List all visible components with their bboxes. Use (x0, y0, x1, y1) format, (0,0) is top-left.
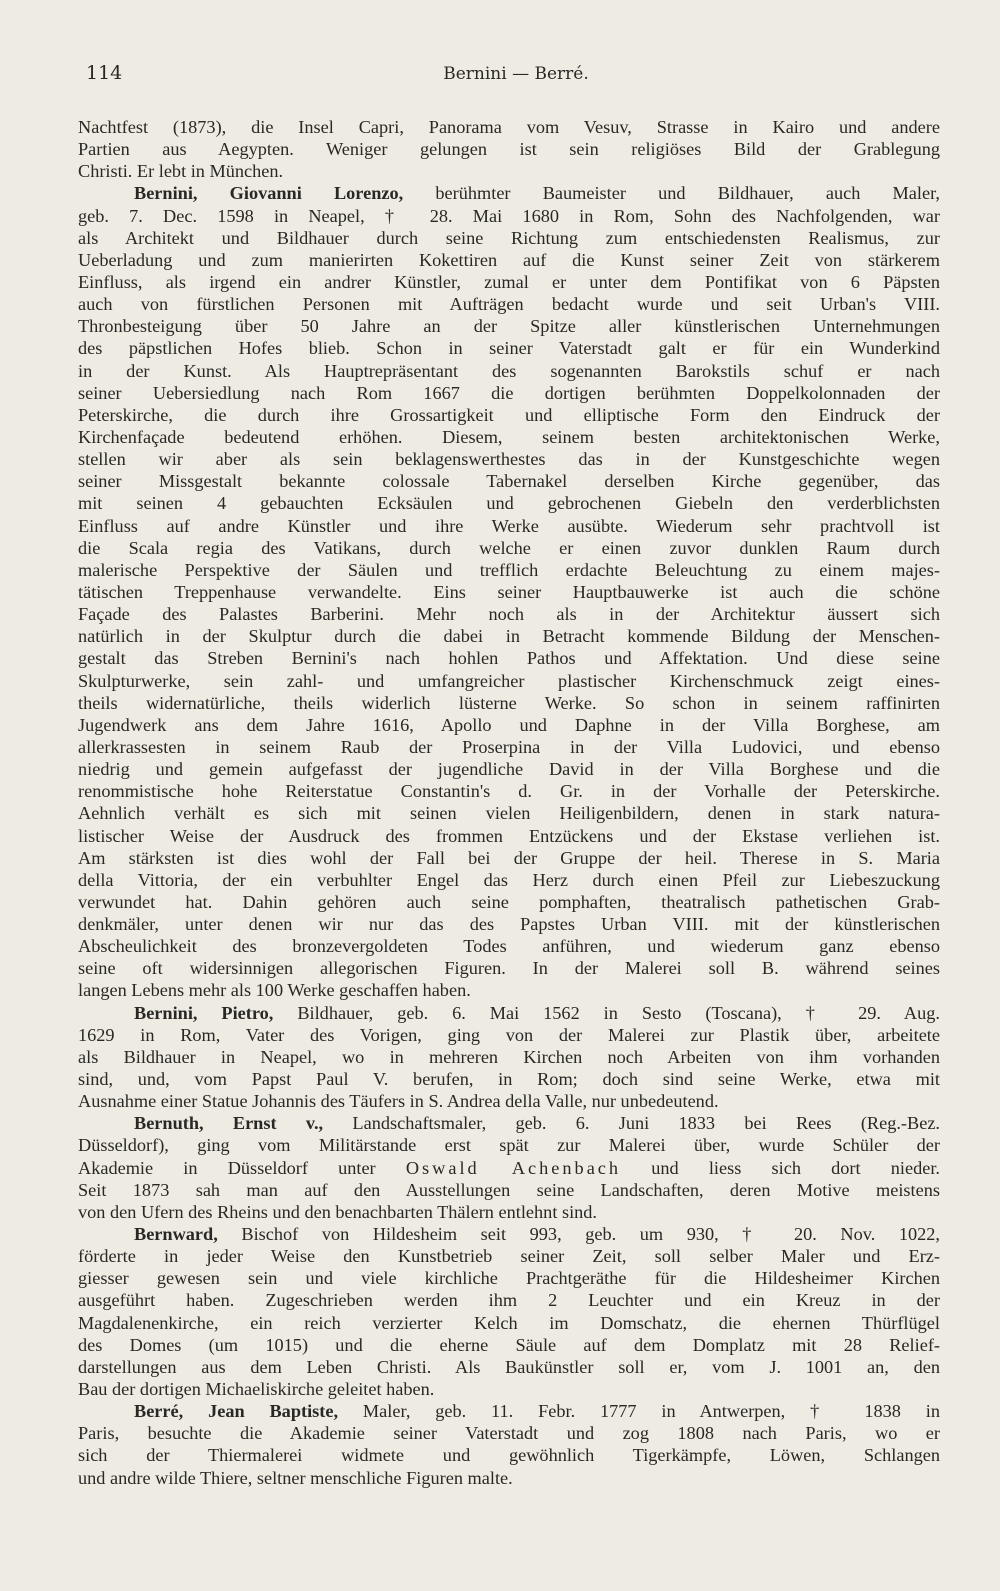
text-line (78, 670, 940, 692)
line-text: Partien aus Aegypten. Weniger gelungen ist sein religiöses Bild der Grablegung (78, 139, 940, 160)
line-text: Akademie in Düsseldorf unter (78, 1157, 376, 1178)
text-line (78, 802, 940, 824)
text-line (78, 116, 940, 138)
text-line (78, 249, 940, 271)
text-line (78, 182, 940, 204)
text-line (78, 581, 940, 603)
text-line (78, 847, 940, 869)
text-line (78, 780, 940, 802)
entry-heading: Bernuth, Ernst v., (134, 1113, 324, 1134)
line-text: 1629 in Rom, Vater des Vorigen, ging von der Malerei zur Plastik über, arbeitete (78, 1024, 940, 1045)
line-text: Christi. Er lebt in München. (78, 161, 284, 182)
text-line (78, 227, 940, 249)
text-line (78, 625, 940, 647)
text-line (78, 891, 940, 913)
text-line (78, 979, 940, 1001)
line-text: geb. 7. Dec. 1598 in Neapel, † 28. Mai 1680 in Rom, Sohn des Nachfolgenden, war (78, 205, 940, 226)
line-text: sind, und, vom Papst Paul V. berufen, in Rom; doch sind seine Werke, etwa mit (78, 1069, 940, 1090)
line-text: Am stärksten ist dies wohl der Fall bei der Gruppe der heil. Therese in S. Maria (78, 847, 940, 868)
line-text: ausgeführt haben. Zugeschrieben werden ihm 2 Leuchter und ein Kreuz in der (78, 1290, 940, 1311)
line-text: denkmäler, unter denen wir nur das des Papstes Urban VIII. mit der künstlerischen (78, 914, 940, 935)
text-line (78, 1289, 940, 1311)
line-text: Jugendwerk ans dem Jahre 1616, Apollo und Daphne in der Villa Borghese, am (78, 714, 940, 735)
text-line (78, 293, 940, 315)
text-line (78, 825, 940, 847)
text-line (78, 1223, 940, 1245)
line-text: stellen wir aber als sein beklagenswerthestes das in der Kunstgeschichte wegen (78, 449, 940, 470)
text-line (78, 869, 940, 891)
line-text: listischer Weise der Ausdruck des frommen Entzückens und der Ekstase verliehen ist. (78, 825, 940, 846)
text-line (78, 714, 940, 736)
text-line (78, 426, 940, 448)
line-text: Einfluss auf andre Künstler und ihre Werke ausübte. Wiederum sehr prachtvoll ist (78, 515, 940, 536)
text-line (78, 1245, 940, 1267)
line-text: berühmter Baumeister und Bildhauer, auch Maler, (435, 183, 940, 204)
line-text-after: und liess sich dort nieder. (651, 1157, 940, 1178)
text-line (78, 138, 940, 160)
line-text: langen Lebens mehr als 100 Werke geschaffen haben. (78, 980, 471, 1001)
line-text: die Scala regia des Vatikans, durch welche er einen zuvor dunklen Raum durch (78, 537, 940, 558)
text-line (78, 603, 940, 625)
entry-berre-jean-baptiste (78, 1400, 940, 1489)
text-line (78, 1378, 940, 1400)
line-text: natürlich in der Skulptur durch die dabei in Betracht kommende Bildung der Menschen- (78, 626, 940, 647)
entry-bernward (78, 1223, 940, 1400)
text-line (78, 647, 940, 669)
text-line (78, 758, 940, 780)
text-line (78, 382, 940, 404)
line-text: Skulpturwerke, sein zahl- und umfangreicher plastischer Kirchenschmuck zeigt eines- (78, 670, 940, 691)
page-header (86, 62, 946, 94)
line-text: darstellungen aus dem Leben Christi. Als Baukünstler soll er, vom J. 1001 an, den (78, 1356, 940, 1377)
text-line (78, 1046, 940, 1068)
line-text: giesser gewesen sein und viele kirchliche Prachtgeräthe für die Hildesheimer Kirchen (78, 1268, 940, 1289)
line-text: Bischof von Hildesheim seit 993, geb. um 930, † 20. Nov. 1022, (241, 1224, 940, 1245)
line-text: und andre wilde Thiere, seltner menschliche Figuren malte. (78, 1467, 513, 1488)
line-text: Façade des Palastes Barberini. Mehr noch als in der Architektur äussert sich (78, 604, 940, 625)
text-line (78, 1068, 940, 1090)
entry-bernini-giovanni-lorenzo (78, 182, 940, 1001)
line-text: renommistische hohe Reiterstatue Constantin's d. Gr. in der Vorhalle der Peterskirche. (78, 781, 940, 802)
line-text: sich der Thiermalerei widmete und gewöhnlich Tigerkämpfe, Löwen, Schlangen (78, 1445, 940, 1466)
line-text: Nachtfest (1873), die Insel Capri, Panorama vom Vesuv, Strasse in Kairo und andere (78, 117, 940, 137)
line-text: als Architekt und Bildhauer durch seine Richtung zum entschiedensten Realismus, zur (78, 227, 940, 248)
text-line (78, 1356, 940, 1378)
text-line (78, 736, 940, 758)
text-line (78, 935, 940, 957)
text-line (78, 957, 940, 979)
line-text: niedrig und gemein aufgefasst der jugendliche David in der Villa Borghese und die (78, 759, 940, 780)
line-text: verwundet hat. Dahin gehören auch seine pomphaften, theatralisch pathetischen Grab- (78, 891, 940, 912)
line-text: Ueberladung und zum manierirten Kokettiren auf die Kunst seiner Zeit von stärkerem (78, 249, 940, 270)
line-text: gestalt das Streben Bernini's nach hohlen Pathos und Affektation. Und diese seine (78, 648, 940, 669)
text-line (78, 692, 940, 714)
text-line (78, 470, 940, 492)
text-line (78, 537, 940, 559)
line-text: theils widernatürliche, theils widerlich lüsterne Werke. So schon in seinem raffinirten (78, 692, 940, 713)
text-line (78, 1157, 940, 1179)
line-text: Düsseldorf), ging vom Militärstande erst spät zur Malerei über, wurde Schüler der (78, 1135, 940, 1156)
body-text (78, 116, 940, 1489)
spaced-name: Oswald Achenbach (405, 1157, 622, 1178)
line-text: des päpstlichen Hofes blieb. Schon in seiner Vaterstadt galt er für ein Wunderkind (78, 338, 940, 359)
line-text: seine oft widersinnigen allegorischen Figuren. In der Malerei soll B. während seines (78, 958, 940, 979)
entry-bernini-pietro (78, 1002, 940, 1113)
entry-heading: Bernward, (134, 1224, 218, 1245)
line-text: als Bildhauer in Neapel, wo in mehreren Kirchen noch Arbeiten von ihm vorhanden (78, 1046, 940, 1067)
entry-heading: Bernini, Pietro, (134, 1002, 274, 1023)
line-text: Seit 1873 sah man auf den Ausstellungen seine Landschaften, deren Motive meistens (78, 1179, 940, 1200)
text-line (78, 1444, 940, 1466)
text-line (78, 1422, 940, 1444)
text-line (78, 337, 940, 359)
text-line (78, 404, 940, 426)
text-line (78, 1267, 940, 1289)
line-text: Kirchenfaçade bedeutend erhöhen. Diesem, seinem besten architektonischen Werke, (78, 426, 940, 447)
line-text: von den Ufern des Rheins und den benachbarten Thälern entlehnt sind. (78, 1201, 598, 1222)
page-number: 114 (86, 62, 123, 84)
entry-nachtfest-continuation (78, 116, 940, 182)
entry-heading: Bernini, Giovanni Lorenzo, (134, 183, 404, 204)
line-text: della Vittoria, der ein verbuhlter Engel das Herz durch einen Pfeil zur Liebeszuckung (78, 869, 940, 890)
line-text: Ausnahme einer Statue Johannis des Täufers in S. Andrea della Valle, nur unbedeutend. (78, 1091, 719, 1112)
text-line (78, 1112, 940, 1134)
line-text: auch von fürstlichen Personen mit Aufträgen bedacht wurde und seit Urban's VIII. (78, 294, 940, 315)
line-text: in der Kunst. Als Hauptrepräsentant des sogenannten Barokstils schuf er nach (78, 360, 940, 381)
text-line (78, 1024, 940, 1046)
line-text: Peterskirche, die durch ihre Grossartigkeit und elliptische Form den Eindruck der (78, 404, 940, 425)
line-text: Aehnlich verhält es sich mit seinen vielen Heiligenbildern, denen in stark natura- (78, 803, 940, 824)
line-text: malerische Perspektive der Säulen und trefflich erdachte Beleuchtung zu einem majes- (78, 559, 940, 580)
line-text: seiner Missgestalt bekannte colossale Tabernakel derselben Kirche gegenüber, das (78, 471, 940, 492)
text-line (78, 1334, 940, 1356)
text-line (78, 1400, 940, 1422)
line-text: Einfluss, als irgend ein andrer Künstler, zumal er unter dem Pontifikat von 6 Päpsten (78, 271, 940, 292)
text-line (78, 360, 940, 382)
line-text: mit seinen 4 gebauchten Ecksäulen und gebrochenen Giebeln den verderblichsten (78, 493, 940, 514)
text-line (78, 1002, 940, 1024)
entry-heading: Berré, Jean Baptiste, (134, 1401, 339, 1422)
text-line (78, 1467, 940, 1489)
text-line (78, 1201, 940, 1223)
line-text: tätischen Treppenhause verwandelte. Eins seiner Hauptbauwerke ist auch die schöne (78, 581, 940, 602)
text-line (78, 515, 940, 537)
line-text: seiner Uebersiedlung nach Rom 1667 die dortigen berühmten Doppelkolonnaden der (78, 382, 940, 403)
line-text: Abscheulichkeit des bronzevergoldeten Todes anführen, und wiederum ganz ebenso (78, 936, 940, 957)
text-line (78, 448, 940, 470)
line-text: des Domes (um 1015) und die eherne Säule auf dem Domplatz mit 28 Relief- (78, 1334, 940, 1355)
line-text: allerkrassesten in seinem Raub der Proserpina in der Villa Ludovici, und ebenso (78, 736, 940, 757)
line-text: Landschaftsmaler, geb. 6. Juni 1833 bei Rees (Reg.-Bez. (352, 1113, 941, 1134)
line-text: Thronbesteigung über 50 Jahre an der Spitze aller künstlerischen Unternehmungen (78, 316, 940, 337)
text-line (78, 1312, 940, 1334)
text-line (78, 913, 940, 935)
line-text: Maler, geb. 11. Febr. 1777 in Antwerpen, † 1838 in (362, 1401, 941, 1422)
entry-bernuth-ernst (78, 1112, 940, 1223)
line-text: Magdalenenkirche, ein reich verzierter Kelch im Domschatz, die ehernen Thürflügel (78, 1312, 940, 1333)
text-line (78, 1134, 940, 1156)
line-text: Paris, besuchte die Akademie seiner Vaterstadt und zog 1808 nach Paris, wo er (78, 1423, 940, 1444)
text-line (78, 1179, 940, 1201)
text-line (78, 271, 940, 293)
text-line (78, 492, 940, 514)
text-line (78, 160, 940, 182)
text-line (78, 315, 940, 337)
running-head: Bernini — Berré. (443, 64, 589, 84)
text-line (78, 1090, 940, 1112)
line-text: Bildhauer, geb. 6. Mai 1562 in Sesto (Toscana), † 29. Aug. (297, 1002, 940, 1023)
text-line (78, 205, 940, 227)
text-line (78, 559, 940, 581)
line-text: förderte in jeder Weise den Kunstbetrieb seiner Zeit, soll selber Maler und Erz- (78, 1246, 940, 1267)
line-text: Bau der dortigen Michaeliskirche geleitet haben. (78, 1379, 435, 1400)
